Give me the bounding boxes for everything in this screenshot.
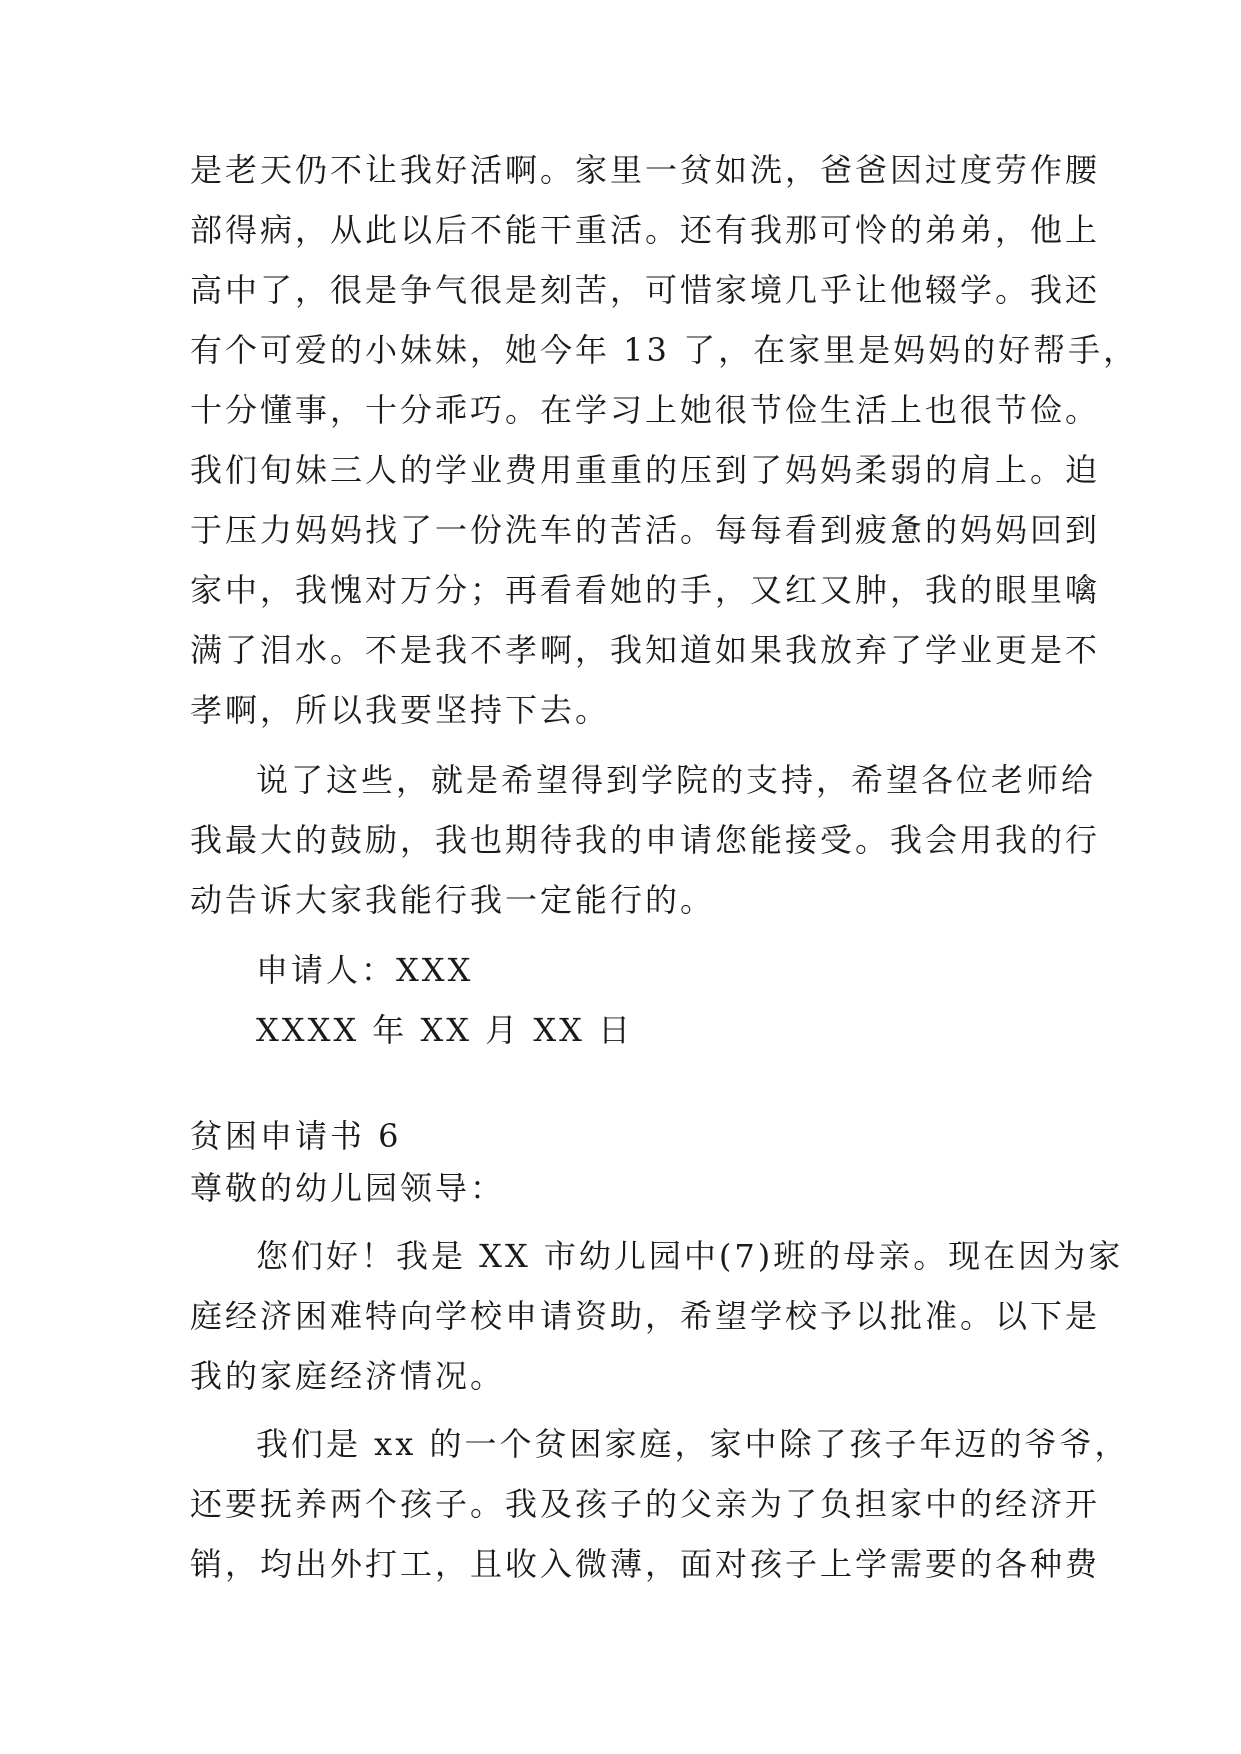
application-date: XXXX 年 XX 月 XX 日	[256, 1011, 634, 1049]
body-line: 部得病，从此以后不能干重活。还有我那可怜的弟弟，他上	[190, 211, 1101, 249]
body-line: 家中，我愧对万分；再看看她的手，又红又肿，我的眼里噙	[190, 571, 1101, 609]
body-line: 我的家庭经济情况。	[190, 1357, 506, 1395]
section-title: 贫困申请书 6	[190, 1117, 402, 1155]
salutation: 尊敬的幼儿园领导：	[190, 1169, 506, 1207]
body-line: 高中了，很是争气很是刻苦，可惜家境几乎让他辍学。我还	[190, 271, 1101, 309]
closing-line: 动告诉大家我能行我一定能行的。	[190, 881, 716, 919]
body-line: 销，均出外打工，且收入微薄，面对孩子上学需要的各种费	[190, 1545, 1101, 1583]
closing-line: 说了这些，就是希望得到学院的支持，希望各位老师给	[256, 761, 1097, 799]
body-line: 十分懂事，十分乖巧。在学习上她很节俭生活上也很节俭。	[190, 391, 1101, 429]
body-line: 庭经济困难特向学校申请资助，希望学校予以批准。以下是	[190, 1297, 1101, 1335]
closing-line: 我最大的鼓励，我也期待我的申请您能接受。我会用我的行	[190, 821, 1101, 859]
body-line: 还要抚养两个孩子。我及孩子的父亲为了负担家中的经济开	[190, 1485, 1101, 1523]
body-line: 满了泪水。不是我不孝啊，我知道如果我放弃了学业更是不	[190, 631, 1101, 669]
body-line: 我们是 xx 的一个贫困家庭，家中除了孩子年迈的爷爷，	[256, 1425, 1130, 1463]
body-line: 您们好！我是 XX 市幼儿园中(7)班的母亲。现在因为家	[256, 1237, 1124, 1275]
body-line: 孝啊，所以我要坚持下去。	[190, 691, 611, 729]
body-line: 是老天仍不让我好活啊。家里一贫如洗，爸爸因过度劳作腰	[190, 151, 1101, 189]
body-line: 我们旬妹三人的学业费用重重的压到了妈妈柔弱的肩上。迫	[190, 451, 1101, 489]
body-line: 于压力妈妈找了一份洗车的苦活。每每看到疲惫的妈妈回到	[190, 511, 1101, 549]
applicant-signature: 申请人：XXX	[256, 951, 474, 989]
body-line: 有个可爱的小妹妹，她今年 13 了，在家里是妈妈的好帮手，	[190, 331, 1139, 369]
